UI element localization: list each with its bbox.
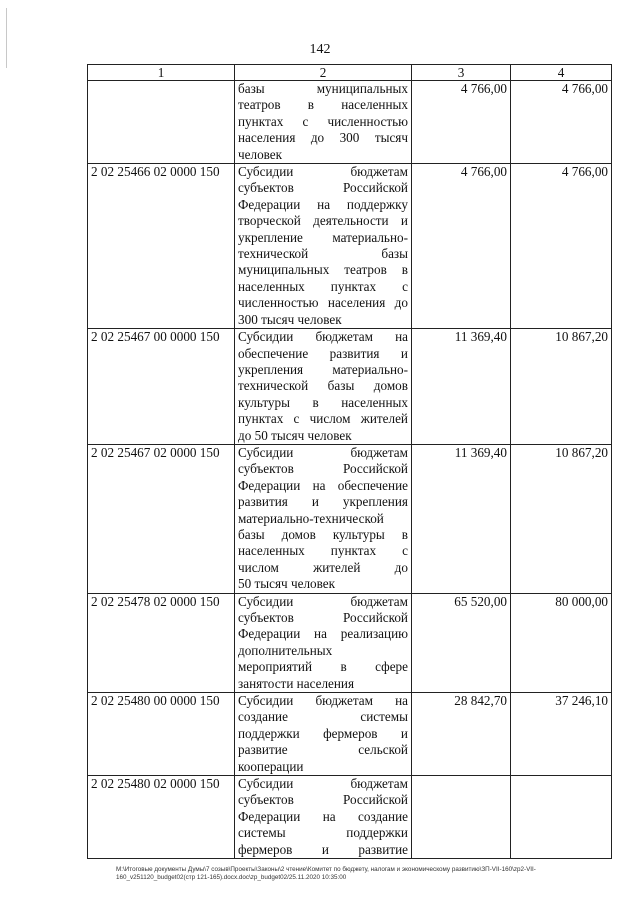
description-line: Федерации на реализацию: [238, 626, 408, 642]
description-cell: [235, 81, 412, 164]
column-header-3: 3: [412, 65, 511, 81]
amount-column-3-cell: 28 842,70: [412, 693, 511, 776]
description-line: театров в населенных: [238, 97, 408, 113]
description-line: Федерации на создание: [238, 808, 408, 824]
description-line: Субсидии бюджетам: [238, 776, 408, 792]
description-line: субъектов Российской: [238, 610, 408, 625]
amount-column-4-cell: 80 000,00: [511, 593, 612, 692]
amount-column-3-cell: 4 766,00: [412, 164, 511, 329]
description-line: творческой деятельности и: [238, 213, 408, 229]
description-line: 300 тысяч человек: [238, 311, 342, 327]
column-header-4: 4: [511, 65, 612, 81]
description-cell: [235, 164, 412, 329]
amount-column-4-cell: [511, 776, 612, 859]
description-line: Субсидии бюджетам: [238, 444, 408, 460]
description-cell: [235, 444, 412, 593]
description-line: технической базы: [238, 246, 408, 262]
amount-column-3-cell: [412, 776, 511, 859]
amount-column-4-cell: 37 246,10: [511, 693, 612, 776]
description-line: фермеров и развитие: [238, 841, 408, 857]
description-line: развитие сельской: [238, 742, 408, 758]
description-line: субъектов Российской: [238, 792, 408, 808]
description-line: обеспечение развития и: [238, 345, 408, 361]
budget-code-cell: 2 02 25480 00 0000 150: [88, 693, 235, 776]
description-line: занятости населения: [238, 675, 355, 691]
amount-column-3-cell: 4 766,00: [412, 81, 511, 164]
column-header-2: 2: [235, 65, 412, 81]
table-row: [88, 329, 612, 445]
table-row: [88, 776, 612, 859]
description-line: пунктах с численностью: [238, 113, 408, 129]
description-line: 50 тысяч человек: [238, 576, 336, 592]
description-line: укрепление материально-: [238, 229, 408, 245]
description-line: пунктах с числом жителей: [238, 411, 408, 427]
description-line: создание системы: [238, 709, 408, 725]
description-line: Субсидии бюджетам на: [238, 693, 408, 709]
description-line: населенных пунктах с: [238, 278, 408, 294]
table-row: [88, 444, 612, 593]
description-line: базы домов культуры в: [238, 526, 408, 542]
description-line: субъектов Российской: [238, 180, 408, 196]
description-line: дополнительных: [238, 642, 333, 658]
description-line: развития и укрепления: [238, 494, 408, 510]
budget-code-cell: 2 02 25480 02 0000 150: [88, 776, 235, 859]
margin-scan-mark: [6, 8, 7, 68]
budget-code-cell: [88, 81, 235, 164]
footer-line-2: 160_v251120_budget02(стр 121-165).docx.doc\zp_budget02/25.11.2020 10:35:00: [116, 874, 347, 881]
amount-column-3-cell: 11 369,40: [412, 329, 511, 445]
amount-column-4-cell: 10 867,20: [511, 329, 612, 445]
description-line: субъектов Российской: [238, 461, 408, 477]
description-cell: [235, 593, 412, 692]
description-line: муниципальных театров в: [238, 262, 408, 278]
budget-code-cell: 2 02 25466 02 0000 150: [88, 164, 235, 329]
table-row: [88, 593, 612, 692]
description-line: Федерации на обеспечение: [238, 477, 408, 493]
amount-column-3-cell: 65 520,00: [412, 593, 511, 692]
description-line: кооперации: [238, 758, 304, 774]
amount-column-4-cell: 10 867,20: [511, 444, 612, 593]
description-line: Субсидии бюджетам на: [238, 329, 408, 345]
description-line: численностью населения до: [238, 295, 408, 311]
description-line: Субсидии бюджетам: [238, 593, 408, 609]
description-line: населенных пунктах с: [238, 543, 408, 559]
budget-code-cell: 2 02 25478 02 0000 150: [88, 593, 235, 692]
footer-line-1: М:\Итоговые документы Думы\7 созыв\Проекты\Законы\2 чтение\Комитет по бюджету, налогам и экономическому развитию\ЗП-VII-160\zp2-VII-: [116, 866, 536, 873]
table-row: [88, 81, 612, 164]
description-line: населения до 300 тысяч: [238, 130, 408, 146]
column-header-1: 1: [88, 65, 235, 81]
description-line: числом жителей до: [238, 559, 408, 575]
description-line: технической базы домов: [238, 378, 408, 394]
description-line: до 50 тысяч человек: [238, 427, 352, 443]
description-line: укрепления материально-: [238, 361, 408, 377]
page-number: 142: [309, 42, 331, 57]
table-row: [88, 693, 612, 776]
description-line: Субсидии бюджетам: [238, 164, 408, 180]
budget-code-cell: 2 02 25467 00 0000 150: [88, 329, 235, 445]
description-cell: [235, 693, 412, 776]
amount-column-3-cell: 11 369,40: [412, 444, 511, 593]
description-line: системы поддержки: [238, 825, 408, 841]
description-line: Федерации на поддержку: [238, 196, 408, 212]
description-cell: [235, 776, 412, 859]
budget-table: [87, 64, 612, 859]
description-line: базы муниципальных: [238, 81, 408, 96]
table-row: [88, 164, 612, 329]
amount-column-4-cell: 4 766,00: [511, 164, 612, 329]
description-line: материально-технической: [238, 510, 384, 526]
amount-column-4-cell: 4 766,00: [511, 81, 612, 164]
description-cell: [235, 329, 412, 445]
table-header-row: [88, 65, 612, 81]
document-path-footer: [116, 866, 616, 882]
description-line: мероприятий в сфере: [238, 659, 408, 675]
budget-code-cell: 2 02 25467 02 0000 150: [88, 444, 235, 593]
description-line: поддержки фермеров и: [238, 725, 408, 741]
description-line: культуры в населенных: [238, 394, 408, 410]
description-line: человек: [238, 146, 283, 162]
